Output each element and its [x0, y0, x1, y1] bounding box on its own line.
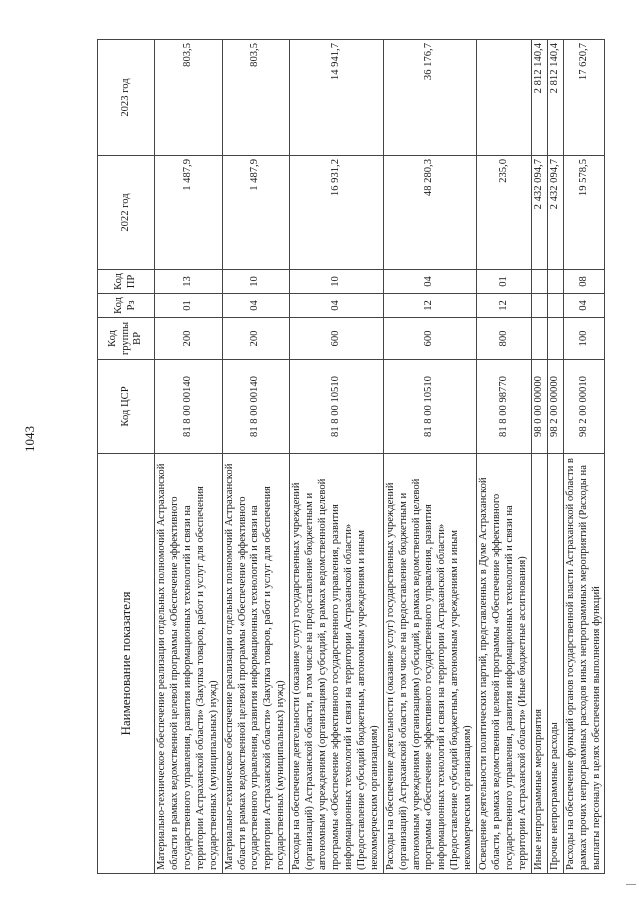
row-rz: 04 [290, 294, 383, 318]
row-pr: 01 [477, 270, 532, 294]
row-2022: 1 487,9 [155, 156, 223, 270]
header-rz: Код Рз [98, 294, 155, 318]
row-pr: 10 [290, 270, 383, 294]
table-row [383, 40, 476, 874]
header-pr: Код ПР [98, 270, 155, 294]
row-2023: 36 176,7 [383, 40, 476, 156]
row-name: Прочие непрограммные расходы [547, 454, 563, 874]
table-row [290, 40, 383, 874]
row-2023: 2 812 140,4 [547, 40, 563, 156]
row-2023: 803,5 [222, 40, 290, 156]
row-pr [531, 270, 547, 294]
table-row [563, 40, 605, 874]
row-2022: 2 432 094,7 [547, 156, 563, 270]
row-pr: 04 [383, 270, 476, 294]
row-2023: 14 941,7 [290, 40, 383, 156]
header-csr: Код ЦСР [98, 360, 155, 454]
row-csr: 81 8 00 10510 [383, 360, 476, 454]
row-name: Расходы на обеспечение функций органов государственной власти Астраханской области в рамках прочих непрограммных расходов иных непрограммных мероприятий (Расходы на выплаты персоналу в целях обеспечения выполнения функций [563, 454, 605, 874]
header-2022: 2022 год [98, 156, 155, 270]
page-number: 1043 [22, 426, 37, 452]
row-2022: 1 487,9 [222, 156, 290, 270]
header-name: Наименование показателя [98, 454, 155, 874]
row-csr: 81 8 00 10510 [290, 360, 383, 454]
row-vr: 200 [155, 318, 223, 360]
row-2023: 803,5 [155, 40, 223, 156]
row-2023 [477, 40, 532, 156]
header-vr: Код группы ВР [98, 318, 155, 360]
row-csr: 81 8 00 00140 [222, 360, 290, 454]
row-rz [531, 294, 547, 318]
row-name: Иные непрограммные мероприятия [531, 454, 547, 874]
row-vr: 600 [290, 318, 383, 360]
table-row [155, 40, 223, 874]
row-name: Материально-техническое обеспечение реализации отдельных полномочий Астраханской области в рамках ведомственной целевой программы «Обеспечение эффективного государственного управления, развития информационных технологий и связи на территории Астраханской области» (Закупка товаров, работ и услуг для обеспечения государственных (муниципальных) нужд) [222, 454, 290, 874]
row-rz: 04 [222, 294, 290, 318]
row-2023: 2 812 140,4 [531, 40, 547, 156]
budget-table-sheet [97, 40, 602, 874]
row-pr: 08 [563, 270, 605, 294]
table-header-row [98, 40, 155, 874]
table-row [477, 40, 532, 874]
row-name: Расходы на обеспечение деятельности (оказание услуг) государственных учреждений (организаций) Астраханской области, в том числе на предоставление бюджетным и автономным учреждениям (организациям) субсидий, в рамках ведомственной целевой программы «Обеспечение эффективного государственного управления, развития информационных технологий и связи на территории Астраханской области» (Предоставление субсидий бюджетным, автономным учреждениям и иным некоммерческим организациям) [290, 454, 383, 874]
row-vr: 600 [383, 318, 476, 360]
row-2022: 2 432 094,7 [531, 156, 547, 270]
row-pr [547, 270, 563, 294]
row-rz: 04 [563, 294, 605, 318]
row-name: Материально-техническое обеспечение реализации отдельных полномочий Астраханской области в рамках ведомственной целевой программы «Обеспечение эффективного государственного управления, развития информационных технологий и связи на территории Астраханской области» (Закупка товаров, работ и услуг для обеспечения государственных (муниципальных) нужд) [155, 454, 223, 874]
row-vr [547, 318, 563, 360]
row-name: Расходы на обеспечение деятельности (оказание услуг) государственных учреждений (организаций) Астраханской области, в том числе на предоставление бюджетным и автономным учреждениям (организациям) субсидий, в рамках ведомственной целевой программы «Обеспечение эффективного государственного управления, развития информационных технологий и связи на территории Астраханской области» (Предоставление субсидий бюджетным, автономным учреждениям и иным некоммерческим организациям) [383, 454, 476, 874]
row-pr: 10 [222, 270, 290, 294]
table-row [222, 40, 290, 874]
table-row [547, 40, 563, 874]
row-csr: 98 0 00 00000 [531, 360, 547, 454]
row-csr: 81 8 00 00140 [155, 360, 223, 454]
row-csr: 98 2 00 00010 [563, 360, 605, 454]
row-2023: 17 620,7 [563, 40, 605, 156]
row-rz: 01 [155, 294, 223, 318]
row-csr: 81 8 00 98770 [477, 360, 532, 454]
row-2022: 19 578,5 [563, 156, 605, 270]
row-rz [547, 294, 563, 318]
table-row [531, 40, 547, 874]
row-vr: 200 [222, 318, 290, 360]
row-csr: 98 2 00 00000 [547, 360, 563, 454]
scan-mark [626, 884, 636, 885]
row-vr: 100 [563, 318, 605, 360]
row-vr [531, 318, 547, 360]
row-rz: 12 [383, 294, 476, 318]
row-2022: 235,0 [477, 156, 532, 270]
row-name: Освещение деятельности политических партий, представленных в Думе Астраханской области, в рамках ведомственной целевой программы «Обеспечение эффективного государственного управления, развития информационных технологий и связи на территории Астраханской области» (Иные бюджетные ассигнования) [477, 454, 532, 874]
row-2022: 48 280,3 [383, 156, 476, 270]
budget-table [97, 39, 605, 874]
row-vr: 800 [477, 318, 532, 360]
row-2022: 16 931,2 [290, 156, 383, 270]
header-2023: 2023 год [98, 40, 155, 156]
row-rz: 12 [477, 294, 532, 318]
row-pr: 13 [155, 270, 223, 294]
